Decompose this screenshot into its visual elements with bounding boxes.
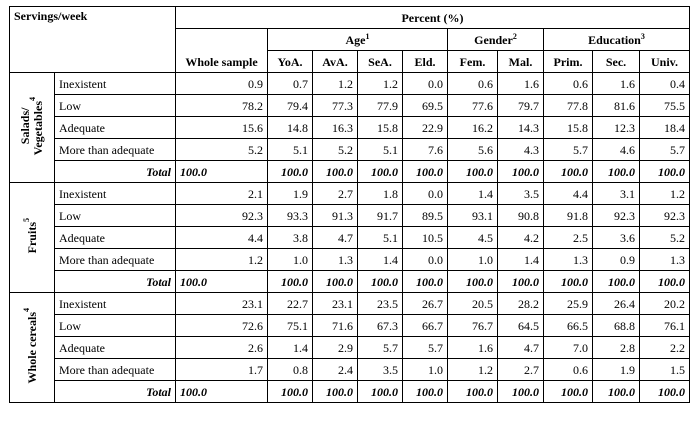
table-row <box>10 139 690 161</box>
table-cell: 1.0 <box>268 249 313 271</box>
group-label-text: Salads/ Vegetables$^4$ <box>18 96 45 156</box>
table-cell: 2.4 <box>313 359 358 381</box>
table-cell: 4.4 <box>544 183 593 205</box>
table-cell: 0.4 <box>640 73 690 95</box>
table-cell: 66.5 <box>544 315 593 337</box>
table-cell: 3.1 <box>593 183 640 205</box>
table-row <box>10 293 690 315</box>
table-cell: 92.3 <box>593 205 640 227</box>
table-cell: 5.7 <box>544 139 593 161</box>
table-cell: 5.7 <box>403 337 448 359</box>
table-cell: 92.3 <box>640 205 690 227</box>
header-education: Education$^3$ <box>544 29 690 51</box>
table-cell: 20.5 <box>448 293 498 315</box>
table-cell: 69.5 <box>403 95 448 117</box>
total-cell: 100.0 <box>176 271 268 293</box>
total-cell: 100.0 <box>498 381 544 403</box>
table-cell: 1.6 <box>498 73 544 95</box>
table-cell: 4.7 <box>498 337 544 359</box>
group-label <box>10 183 55 293</box>
group-label-text: Fruits$^5$ <box>21 218 39 254</box>
table-cell: 77.8 <box>544 95 593 117</box>
group-label <box>10 293 55 403</box>
table-row <box>10 249 690 271</box>
table-cell: 0.8 <box>268 359 313 381</box>
table-cell: 4.6 <box>593 139 640 161</box>
row-category: More than adequate <box>55 249 176 271</box>
table-row <box>10 95 690 117</box>
table-cell: 0.6 <box>544 359 593 381</box>
header-gender: Gender$^2$ <box>448 29 544 51</box>
total-cell: 100.0 <box>593 381 640 403</box>
table-cell: 1.2 <box>313 73 358 95</box>
total-label: Total <box>55 381 176 403</box>
table-cell: 1.2 <box>448 359 498 381</box>
subheader-fem: Fem. <box>448 51 498 73</box>
table-cell: 1.7 <box>176 359 268 381</box>
total-cell: 100.0 <box>176 161 268 183</box>
table-cell: 93.3 <box>268 205 313 227</box>
table-row <box>10 359 690 381</box>
row-category: Inexistent <box>55 293 176 315</box>
table-cell: 3.5 <box>498 183 544 205</box>
row-category: More than adequate <box>55 139 176 161</box>
row-category: Low <box>55 315 176 337</box>
table-cell: 2.9 <box>313 337 358 359</box>
table-cell: 7.0 <box>544 337 593 359</box>
table-cell: 77.9 <box>358 95 403 117</box>
table-cell: 2.6 <box>176 337 268 359</box>
table-cell: 23.5 <box>358 293 403 315</box>
table-cell: 4.4 <box>176 227 268 249</box>
table-row <box>10 183 690 205</box>
total-cell: 100.0 <box>358 381 403 403</box>
row-category: Low <box>55 205 176 227</box>
table-cell: 5.7 <box>358 337 403 359</box>
table-cell: 1.4 <box>498 249 544 271</box>
table-cell: 4.7 <box>313 227 358 249</box>
table-row <box>10 315 690 337</box>
total-label: Total <box>55 271 176 293</box>
table-cell: 1.4 <box>358 249 403 271</box>
table-cell: 1.3 <box>544 249 593 271</box>
table-cell: 77.3 <box>313 95 358 117</box>
table-cell: 71.6 <box>313 315 358 337</box>
table-cell: 89.5 <box>403 205 448 227</box>
header-age: Age$^1$ <box>268 29 448 51</box>
group-label-text: Whole cereals$^4$ <box>21 308 39 384</box>
data-table <box>9 6 690 403</box>
total-row <box>10 381 690 403</box>
subheader-eld: Eld. <box>403 51 448 73</box>
table-cell: 18.4 <box>640 117 690 139</box>
table-cell: 5.1 <box>358 227 403 249</box>
table-cell: 2.7 <box>498 359 544 381</box>
total-cell: 100.0 <box>268 381 313 403</box>
total-cell: 100.0 <box>448 161 498 183</box>
table-cell: 1.2 <box>176 249 268 271</box>
table-cell: 4.5 <box>448 227 498 249</box>
row-category: Low <box>55 95 176 117</box>
total-cell: 100.0 <box>593 271 640 293</box>
table-cell: 5.7 <box>640 139 690 161</box>
total-row <box>10 161 690 183</box>
total-cell: 100.0 <box>313 271 358 293</box>
subheader-prim: Prim. <box>544 51 593 73</box>
total-cell: 100.0 <box>358 161 403 183</box>
total-cell: 100.0 <box>640 271 690 293</box>
table-cell: 1.9 <box>268 183 313 205</box>
table-cell: 1.9 <box>593 359 640 381</box>
total-cell: 100.0 <box>403 381 448 403</box>
table-cell: 68.8 <box>593 315 640 337</box>
row-category: More than adequate <box>55 359 176 381</box>
table-cell: 20.2 <box>640 293 690 315</box>
total-cell: 100.0 <box>448 381 498 403</box>
table-cell: 77.6 <box>448 95 498 117</box>
table-cell: 5.1 <box>268 139 313 161</box>
table-cell: 15.8 <box>358 117 403 139</box>
header-servings-week: Servings/week <box>10 7 176 73</box>
table-cell: 15.8 <box>544 117 593 139</box>
total-cell: 100.0 <box>544 161 593 183</box>
table-cell: 76.7 <box>448 315 498 337</box>
total-cell: 100.0 <box>448 271 498 293</box>
table-cell: 2.8 <box>593 337 640 359</box>
table-cell: 12.3 <box>593 117 640 139</box>
table-cell: 1.4 <box>448 183 498 205</box>
table-cell: 25.9 <box>544 293 593 315</box>
table-cell: 81.6 <box>593 95 640 117</box>
table-cell: 7.6 <box>403 139 448 161</box>
table-cell: 91.7 <box>358 205 403 227</box>
subheader-sec: Sec. <box>593 51 640 73</box>
total-cell: 100.0 <box>498 271 544 293</box>
subheader-yoa: YoA. <box>268 51 313 73</box>
table-cell: 0.0 <box>403 183 448 205</box>
total-cell: 100.0 <box>640 381 690 403</box>
row-category: Inexistent <box>55 183 176 205</box>
total-cell: 100.0 <box>268 271 313 293</box>
table-cell: 5.2 <box>313 139 358 161</box>
table-cell: 0.6 <box>448 73 498 95</box>
table-cell: 5.2 <box>640 227 690 249</box>
table-row <box>10 73 690 95</box>
table-cell: 16.3 <box>313 117 358 139</box>
table-cell: 67.3 <box>358 315 403 337</box>
subheader-ava: AvA. <box>313 51 358 73</box>
table-cell: 14.8 <box>268 117 313 139</box>
table-cell: 91.8 <box>544 205 593 227</box>
table-cell: 76.1 <box>640 315 690 337</box>
table-cell: 5.2 <box>176 139 268 161</box>
table-cell: 26.4 <box>593 293 640 315</box>
header-whole-sample: Whole sample <box>176 29 268 73</box>
total-cell: 100.0 <box>640 161 690 183</box>
table-cell: 1.3 <box>640 249 690 271</box>
table-cell: 3.8 <box>268 227 313 249</box>
table-cell: 0.0 <box>403 249 448 271</box>
total-cell: 100.0 <box>544 381 593 403</box>
table-row <box>10 227 690 249</box>
table-cell: 4.2 <box>498 227 544 249</box>
subheader-mal: Mal. <box>498 51 544 73</box>
total-label: Total <box>55 161 176 183</box>
table-cell: 1.2 <box>358 73 403 95</box>
table-cell: 3.6 <box>593 227 640 249</box>
row-category: Adequate <box>55 227 176 249</box>
table-cell: 78.2 <box>176 95 268 117</box>
table-cell: 0.9 <box>176 73 268 95</box>
total-row <box>10 271 690 293</box>
total-cell: 100.0 <box>544 271 593 293</box>
table-cell: 91.3 <box>313 205 358 227</box>
total-cell: 100.0 <box>313 161 358 183</box>
table-cell: 2.7 <box>313 183 358 205</box>
row-category: Adequate <box>55 117 176 139</box>
table-cell: 0.7 <box>268 73 313 95</box>
table-row <box>10 117 690 139</box>
total-cell: 100.0 <box>358 271 403 293</box>
table-cell: 1.3 <box>313 249 358 271</box>
table-cell: 3.5 <box>358 359 403 381</box>
table-cell: 1.8 <box>358 183 403 205</box>
table-body <box>10 73 690 403</box>
table-cell: 1.0 <box>403 359 448 381</box>
table-cell: 23.1 <box>313 293 358 315</box>
table-cell: 14.3 <box>498 117 544 139</box>
header-percent: Percent (%) <box>176 7 690 29</box>
table-cell: 22.7 <box>268 293 313 315</box>
table-cell: 5.1 <box>358 139 403 161</box>
table-cell: 66.7 <box>403 315 448 337</box>
table-row <box>10 205 690 227</box>
table-cell: 1.6 <box>448 337 498 359</box>
table-cell: 0.6 <box>544 73 593 95</box>
table-cell: 75.1 <box>268 315 313 337</box>
table-cell: 79.7 <box>498 95 544 117</box>
table-cell: 2.5 <box>544 227 593 249</box>
table-cell: 64.5 <box>498 315 544 337</box>
total-cell: 100.0 <box>403 271 448 293</box>
table-cell: 22.9 <box>403 117 448 139</box>
table-cell: 0.9 <box>593 249 640 271</box>
table-cell: 1.0 <box>448 249 498 271</box>
total-cell: 100.0 <box>268 161 313 183</box>
table-cell: 0.0 <box>403 73 448 95</box>
table-cell: 92.3 <box>176 205 268 227</box>
total-cell: 100.0 <box>593 161 640 183</box>
table-cell: 16.2 <box>448 117 498 139</box>
table-cell: 1.6 <box>593 73 640 95</box>
table-cell: 1.4 <box>268 337 313 359</box>
subheader-univ: Univ. <box>640 51 690 73</box>
table-cell: 10.5 <box>403 227 448 249</box>
total-cell: 100.0 <box>403 161 448 183</box>
table-cell: 90.8 <box>498 205 544 227</box>
group-label <box>10 73 55 183</box>
table-cell: 23.1 <box>176 293 268 315</box>
subheader-sea: SeA. <box>358 51 403 73</box>
total-cell: 100.0 <box>176 381 268 403</box>
table-cell: 5.6 <box>448 139 498 161</box>
total-cell: 100.0 <box>498 161 544 183</box>
table-cell: 2.2 <box>640 337 690 359</box>
table-cell: 15.6 <box>176 117 268 139</box>
table-cell: 26.7 <box>403 293 448 315</box>
row-category: Adequate <box>55 337 176 359</box>
table-cell: 2.1 <box>176 183 268 205</box>
table-cell: 1.2 <box>640 183 690 205</box>
total-cell: 100.0 <box>313 381 358 403</box>
table-cell: 72.6 <box>176 315 268 337</box>
row-category: Inexistent <box>55 73 176 95</box>
table-cell: 75.5 <box>640 95 690 117</box>
table-cell: 1.5 <box>640 359 690 381</box>
table-cell: 79.4 <box>268 95 313 117</box>
table-cell: 93.1 <box>448 205 498 227</box>
table-cell: 28.2 <box>498 293 544 315</box>
table-cell: 4.3 <box>498 139 544 161</box>
table-row <box>10 337 690 359</box>
